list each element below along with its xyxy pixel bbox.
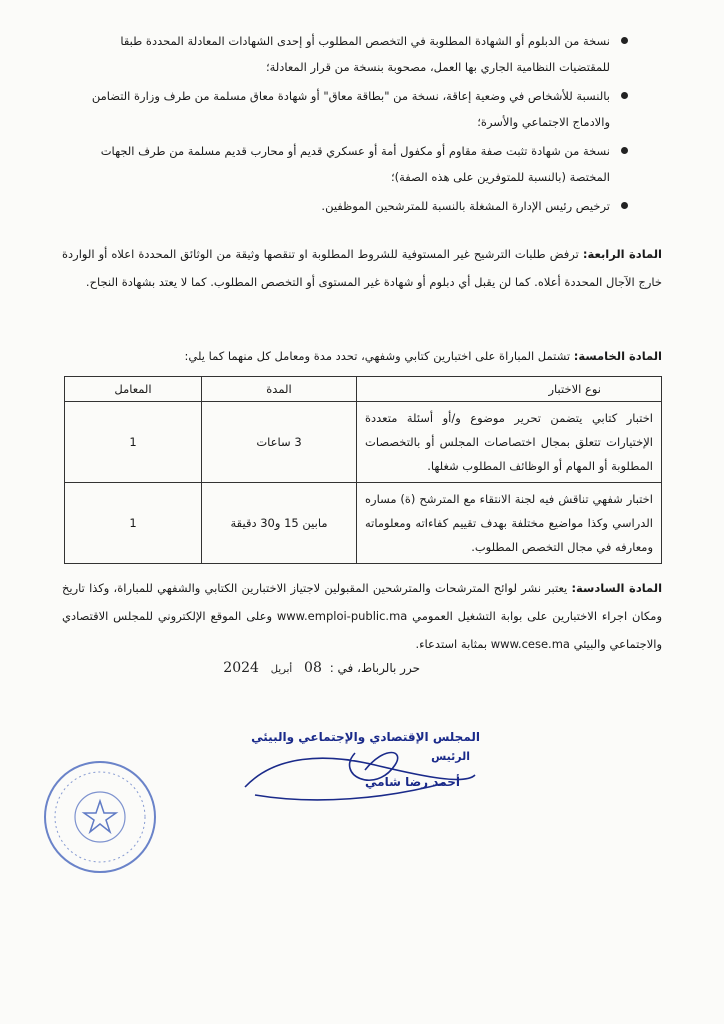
header-coefficient: المعامل — [65, 377, 202, 402]
date-month: أبريل — [270, 664, 293, 675]
bullet-icon — [621, 37, 628, 44]
list-item: نسخة من الدبلوم أو الشهادة المطلوبة في التخصص المطلوب أو إحدى الشهادات المعادلة المحددة طبقا للمقتضيات النظامية الجاري بها العمل، مصحوبة بنسخة من قرار المعادلة؛ — [70, 28, 630, 80]
bullet-icon — [621, 202, 628, 209]
signatory-name: أحمد رضا شامي — [365, 775, 460, 789]
article-6-text: يعتبر نشر لوائح المترشحات والمترشحين المقبولين لاجتياز الاختبارين الكتابي والشفهي للمباراة، وكذا تاريخ ومكان اجراء الاختبارين على بوابة التشغيل العمومي www.emploi-public.ma وعلى الموقع الإلكتروني للمجلس الاقتصادي والاجتماعي والبيئي www.cese.ma بمثابة استدعاء. — [62, 581, 662, 651]
article-5-label: المادة الخامسة: — [573, 349, 662, 363]
exam-table — [64, 376, 662, 564]
test-type-cell: اختبار شفهي تناقش فيه لجنة الانتقاء مع المترشح (ة) مساره الدراسي وكذا مواضيع مختلفة بهدف تقييم كفاءاته ومعلوماته ومعارفه في مجال التخصص المطلوب. — [357, 483, 662, 564]
handwritten-signature — [235, 735, 485, 815]
bullet-icon — [621, 92, 628, 99]
duration-cell: 3 ساعات — [202, 402, 357, 483]
duration-cell: مابين 15 و30 دقيقة — [202, 483, 357, 564]
list-item: ترخيص رئيس الإدارة المشغلة بالنسبة للمترشحين الموظفين. — [70, 193, 630, 219]
header-test-type: نوع الاختبار — [357, 377, 662, 402]
list-item: بالنسبة للأشخاص في وضعية إعاقة، نسخة من "بطاقة معاق" أو شهادة معاق مسلمة من طرف وزارة التضامن والادماج الاجتماعي والأسرة؛ — [70, 83, 630, 135]
coefficient-cell: 1 — [65, 402, 202, 483]
article-6-label: المادة السادسة: — [571, 581, 663, 595]
dateline — [120, 660, 420, 676]
header-duration: المدة — [202, 377, 357, 402]
required-documents-list — [70, 28, 630, 222]
table-row — [65, 483, 662, 564]
test-type-cell: اختبار كتابي يتضمن تحرير موضوع و/أو أسئلة متعددة الإختيارات تتعلق بمجال اختصاصات المجلس أو بالتخصصات المطلوبة أو المهام أو الوظائف المطلوب شغلها. — [357, 402, 662, 483]
date-day: 08 — [304, 660, 322, 676]
bullet-icon — [621, 147, 628, 154]
article-4 — [62, 240, 662, 296]
article-6 — [62, 574, 662, 658]
article-5-text: تشتمل المباراة على اختبارين كتابي وشفهي، تحدد مدة ومعامل كل منهما كما يلي: — [184, 349, 574, 363]
list-item: نسخة من شهادة تثبت صفة مقاوم أو مكفول أمة أو عسكري قديم أو محارب قديم مسلمة من طرف الجهات المختصة (بالنسبة للمتوفرين على هذه الصفة)؛ — [70, 138, 630, 190]
coefficient-cell: 1 — [65, 483, 202, 564]
article-5 — [62, 342, 662, 370]
table-row — [65, 402, 662, 483]
article-4-label: المادة الرابعة: — [582, 247, 662, 261]
date-year: 2024 — [223, 660, 259, 676]
table-header-row — [65, 377, 662, 402]
signatory-role: الرئيس — [431, 750, 470, 763]
dateline-label: حرر بالرباط، في : — [329, 661, 420, 675]
article-4-text: ترفض طلبات الترشيح غير المستوفية للشروط المطلوبة او تنقصها وثيقة من الوثائق المحددة اعلاه أو الواردة خارج الآجال المحددة أعلاه. كما لن يقبل أي دبلوم أو شهادة غير المستوى أو التخصص المطلوب. كما لا يعتد بشهادة النجاح. — [62, 247, 662, 289]
official-seal — [40, 757, 160, 877]
org-name: المجلس الإقتصادي والإجتماعي والبيئي — [251, 730, 480, 744]
